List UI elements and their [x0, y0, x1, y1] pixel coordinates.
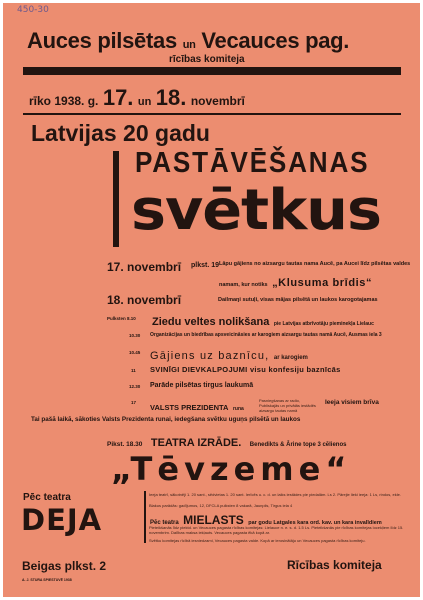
theatre-time: Pikst. 18.30	[107, 441, 143, 448]
dates-rule	[23, 113, 401, 115]
nov17-time: plkst. 19	[191, 262, 220, 269]
dates-line	[29, 85, 245, 111]
after-fine4: Svētku komitejas rīcībā iesniedzami, Vecauces pagasta valde. Kopā ar ierosinātāju un Vecauces pagasta rīcības komiteju.	[149, 538, 366, 543]
theatre-title: TEATRA IZRĀDE.	[150, 437, 242, 449]
nov18-item6-mid: Pasniegšanas ar radio, Publiskajās un privātās iestādēs aizsargu tautas namā	[259, 398, 316, 413]
header-un: un	[182, 39, 196, 51]
nov18-item6-small: runa	[232, 406, 244, 412]
announcement: Tai pašā laikā, sākoties Valsts Prezidenta runai, iedegšana svētku uguņs pilsētā un laukos	[31, 416, 301, 423]
after-fine3: Pieteikšanās līdz piektd. un Vecauces pagasta rīcības komitejas: Lielauce n. e. s. d. 1.5 Ls. Pieteikšanās pie rīcības komitejas locekļiem līdz 15. novembrim. Dalības maksa iekļauts. Vecauces pagasta ēkā kopā ar.	[149, 525, 404, 535]
nov18-item5: Parāde pilsētas tirgus laukumā	[150, 382, 254, 389]
footer-committee: Rīcības komiteja	[287, 558, 382, 572]
after-divider	[144, 491, 146, 543]
nov18-item3-rest: ar karogiem	[273, 355, 308, 361]
dates-month: novembrī	[190, 94, 245, 108]
after-mielasts: MIELASTS	[183, 513, 244, 527]
title-word1: PASTĀVĒŠANAS	[135, 147, 370, 179]
nov17-text2: namam, kur notiks	[219, 282, 268, 288]
nov18-item1: Ziedu veltes nolikšana	[152, 316, 270, 328]
header-rule	[23, 67, 401, 75]
dates-prefix: rīko 1938. g.	[29, 94, 99, 108]
dates-un: un	[137, 96, 152, 108]
header-line1	[27, 28, 349, 54]
after-label1: Pēc teatra	[23, 492, 71, 503]
dates-day2: 18.	[155, 85, 187, 110]
nov18-time6: 17	[131, 400, 137, 405]
nov18-item4: SVINĪGI DIEVKALPOJUMI visu konfesiju baznīcās	[150, 365, 341, 374]
pencil-mark: 450-30	[17, 5, 49, 15]
dates-day1: 17.	[102, 85, 134, 110]
theatre-author: Benedikts & Ārine tope 3 cēlienos	[249, 442, 347, 448]
nov18-item6	[150, 397, 244, 415]
header-town: Auces pilsētas	[27, 28, 177, 53]
nov18-item2: Organizācijas un biedrības apsveicināsies ar karogiem aizsargu tautas namā Aucē, Ausmas iela 3	[150, 332, 382, 338]
title-word2: svētkus	[131, 178, 381, 243]
theatre-play: „Tēvzeme“	[111, 450, 352, 488]
nov18-time2: 10.30	[129, 333, 141, 338]
nov18-item1-rest: pie Latvijas atbrīvotāju pieminekļa Lielauc	[273, 321, 374, 327]
footer-printer: A. J. STURA SPIESTUVĒ 1938	[22, 578, 72, 582]
nov18-time5: 12.30	[129, 384, 141, 389]
title-latvija: Latvijas 20 gadu	[31, 120, 210, 146]
nov18-time3: 10.45	[129, 350, 141, 355]
nov17-date: 17. novembrī	[107, 260, 182, 274]
after-deja: DEJA	[21, 503, 103, 537]
nov17-text1: Lāpu gājiens no aizsargu tautas nama Aucē, pa Aucei līdz pilsētas valdes	[219, 261, 411, 267]
title-bar	[113, 151, 119, 247]
nov18-text: Dailmaŋi sutuļi, visas mājas pilsētā un laukos karogotajamas	[218, 297, 378, 303]
footer-end-time: Beigas plkst. 2	[22, 559, 107, 573]
nov18-time1: Pulksten 8.10	[107, 316, 136, 321]
nov18-item6-end: Ieeja visiem brīva	[325, 399, 379, 406]
nov18-time4: 11	[131, 368, 136, 373]
poster-sheet	[3, 3, 420, 597]
nov17-line2	[219, 273, 372, 291]
after-fine1: Ieeja teatrī, sākotnēji 1. 20 sant., sēdvietas 1. 20 sant. Ierīcēs u. c. d. un laiks iestādes pie piedalām. Ls 2. Pārejie lieki ieeja: 1 Ls, rindos, ekle.	[149, 492, 401, 497]
header-parish: Vecauces pag.	[201, 28, 350, 53]
nov18-item3: Gājiens uz baznīcu,	[150, 350, 270, 362]
header-committee: rīcības komiteja	[169, 54, 245, 65]
nov18-item6-bold: VALSTS PREZIDENTA	[150, 403, 229, 412]
after-label2: Pēc teatra	[150, 520, 179, 526]
after-mielasts-rest: par godu Latgales kara ord. kav. un kara invalīdiem	[248, 520, 382, 526]
nov17-event: „Klusuma brīdis“	[272, 277, 373, 289]
nov18-date: 18. novembrī	[107, 293, 182, 307]
after-fine2: Blakus parādās: gadījumos, 12, DFCLA pulksten 8 vakarā, Jaunpils, Tirgus iela 4	[149, 503, 293, 508]
